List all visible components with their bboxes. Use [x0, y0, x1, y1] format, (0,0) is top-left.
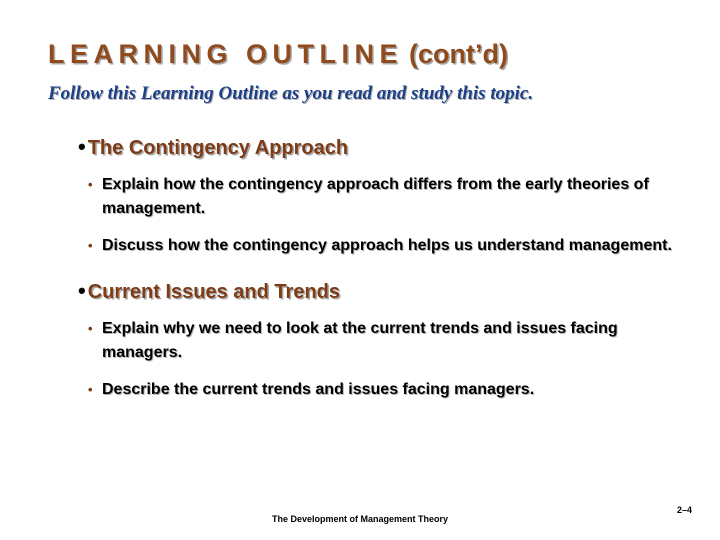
list-item-text: Explain why we need to look at the current trends and issues facing managers.	[102, 320, 618, 361]
list-item	[88, 173, 678, 221]
bullet-icon: •	[78, 278, 86, 303]
bullet-icon: •	[88, 321, 93, 336]
slide-subtitle: Follow this Learning Outline as you read and study this topic.	[48, 83, 534, 104]
learning-outline	[78, 134, 678, 402]
list-item	[88, 378, 678, 402]
outline-section-contingency	[78, 134, 678, 258]
section-heading-text: Current Issues and Trends	[87, 281, 340, 303]
section-heading	[78, 134, 678, 161]
list-item-text: Explain how the contingency approach differs from the early theories of management.	[102, 176, 649, 217]
title-main: LEARNING OUTLINE	[48, 39, 403, 69]
list-item-text: Describe the current trends and issues facing managers.	[102, 381, 535, 398]
footer-caption: The Development of Management Theory	[271, 514, 449, 524]
section-items	[88, 317, 678, 402]
slide-title	[48, 39, 508, 70]
list-item	[88, 234, 678, 258]
bullet-icon: •	[88, 382, 93, 397]
outline-section-current-issues	[78, 278, 678, 402]
bullet-icon: •	[78, 134, 86, 159]
section-heading	[78, 278, 678, 305]
title-suffix: (cont’d)	[409, 39, 508, 69]
list-item-text: Discuss how the contingency approach helps us understand management.	[102, 237, 672, 254]
bullet-icon: •	[88, 238, 93, 253]
section-items	[88, 173, 678, 258]
bullet-icon: •	[88, 177, 93, 192]
page-number: 2–4	[676, 505, 692, 515]
section-heading-text: The Contingency Approach	[87, 137, 349, 159]
list-item	[88, 317, 678, 365]
